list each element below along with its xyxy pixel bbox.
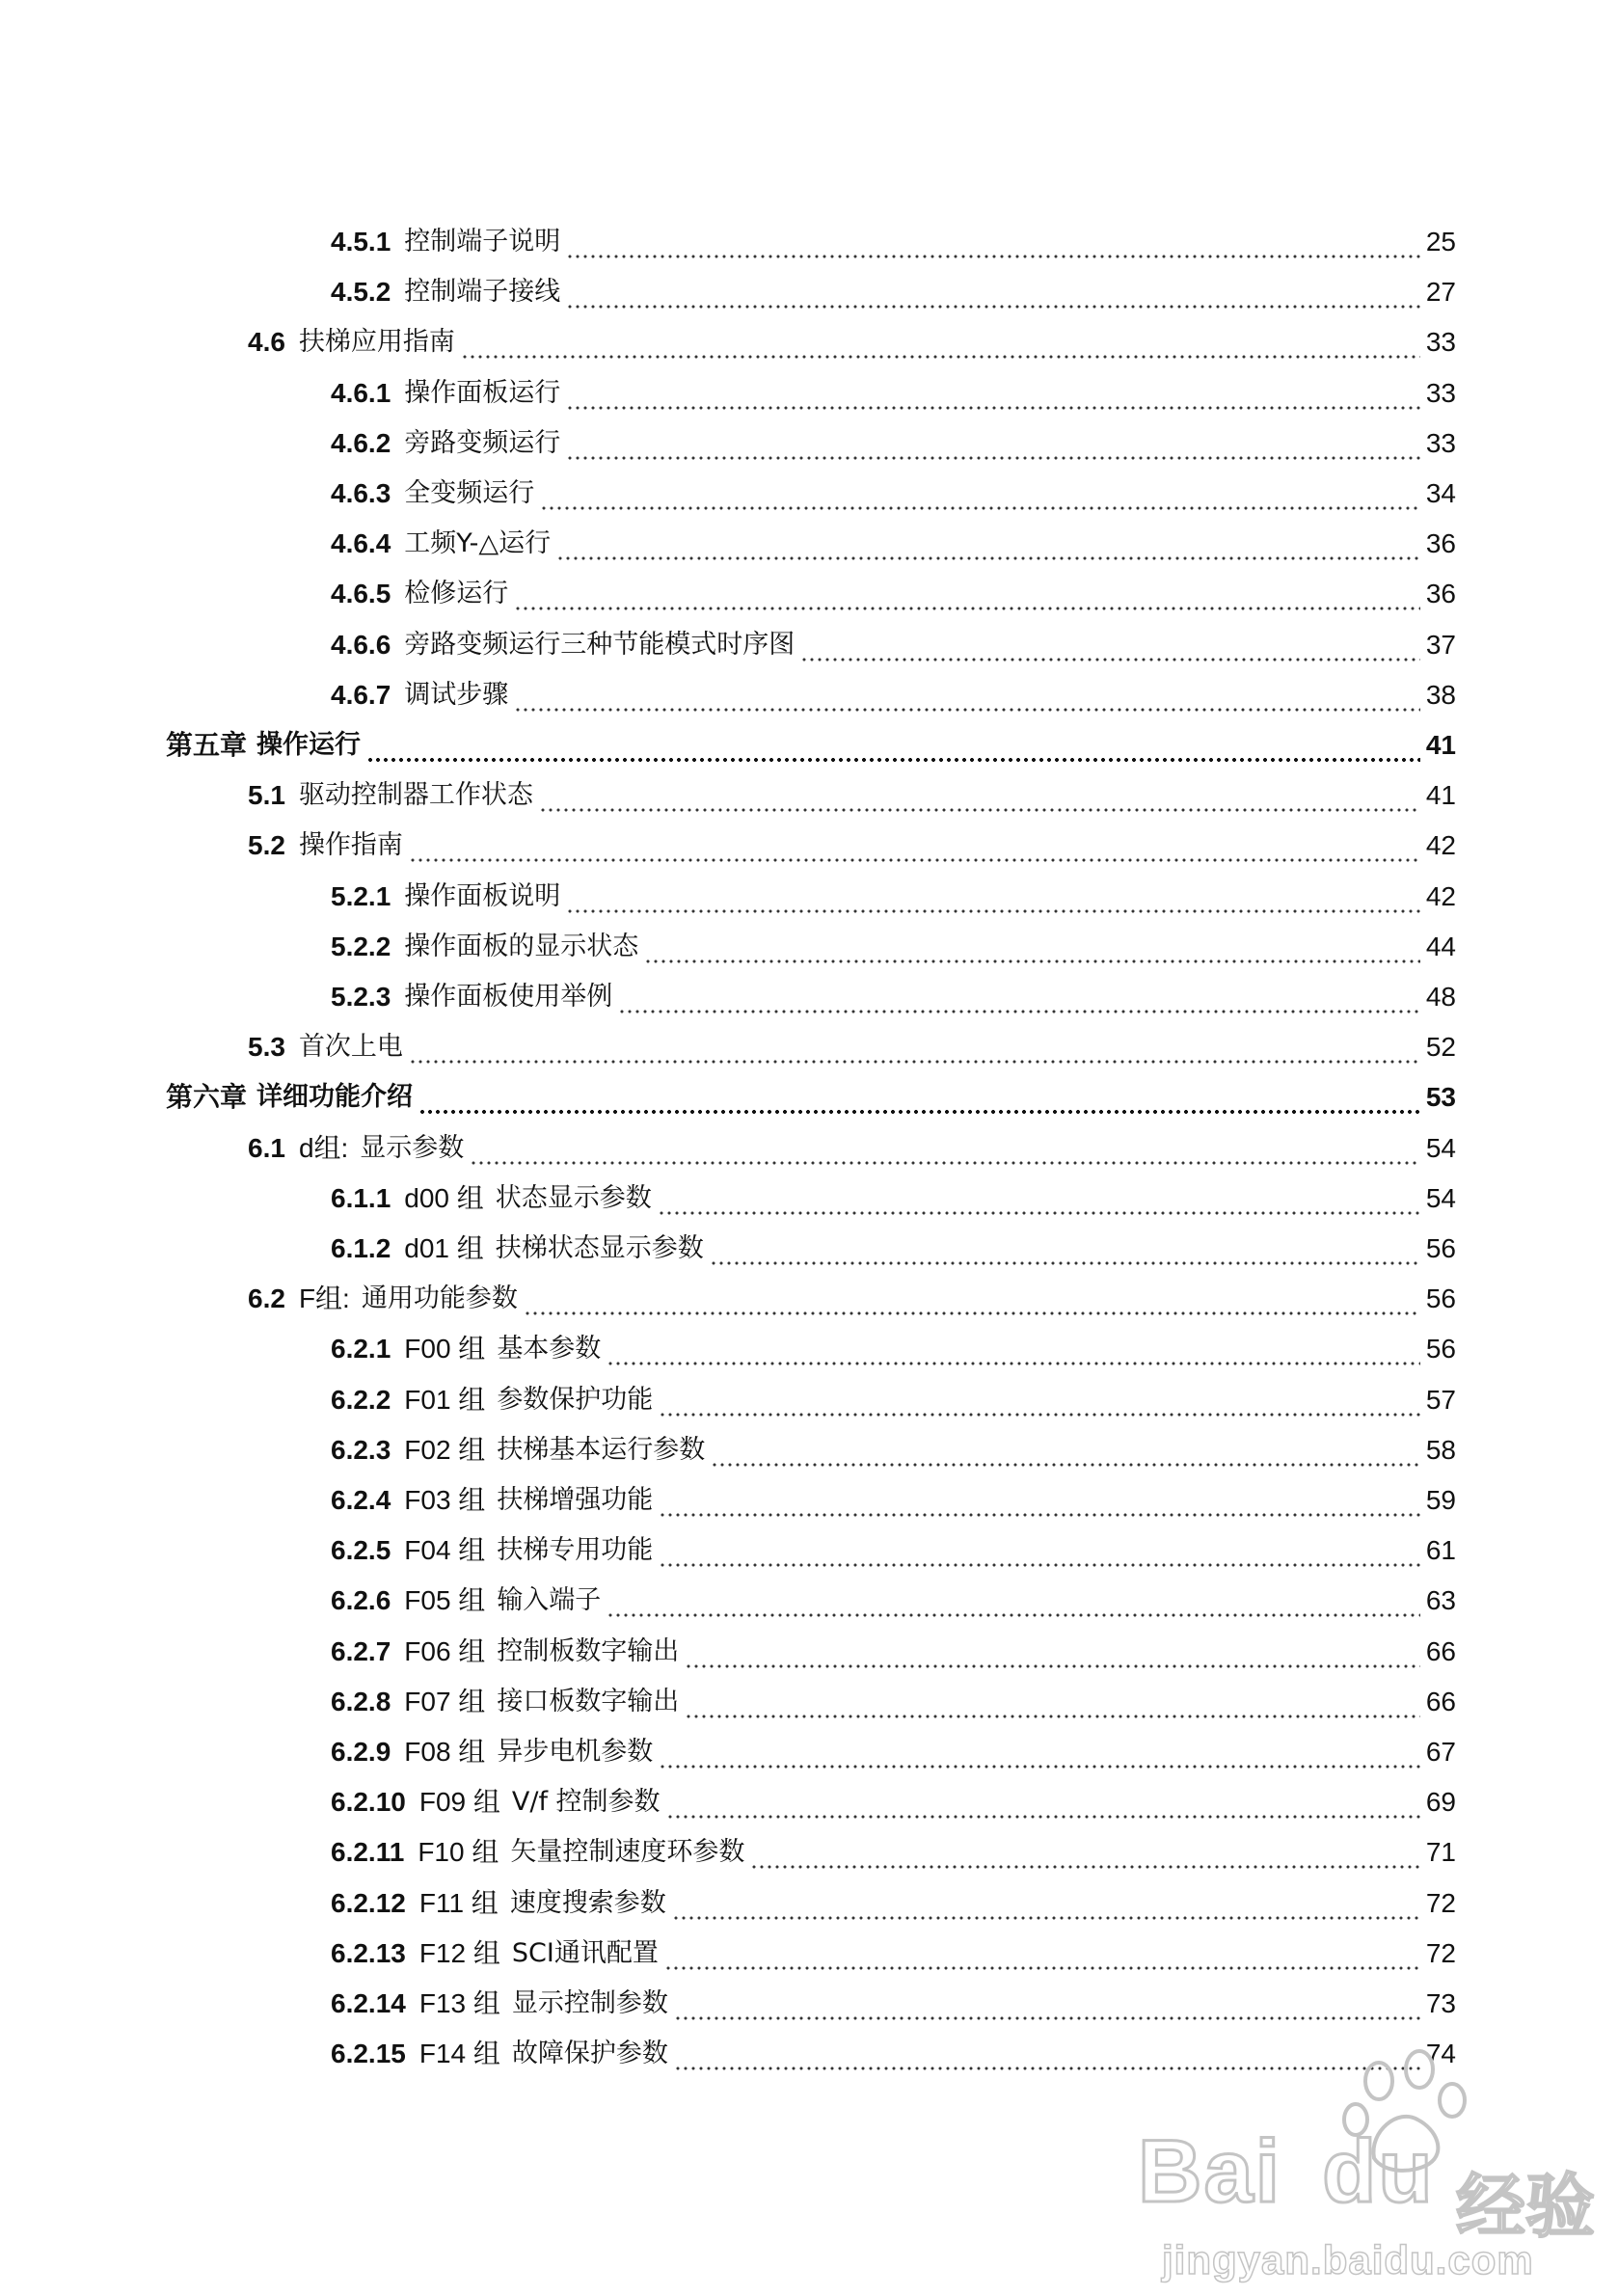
- toc-row: [0, 1727, 1618, 1777]
- toc-entry[interactable]: [331, 1777, 1456, 1827]
- toc-title: 输入端子: [497, 1585, 602, 1616]
- toc-title: 异步电机参数: [497, 1737, 654, 1767]
- toc-group-code: F06 组: [404, 1635, 486, 1666]
- toc-dot-leader: [366, 720, 1420, 770]
- toc-section-number: 4.5.1: [331, 227, 391, 257]
- toc-row: [0, 1979, 1618, 2029]
- toc-section-number: 6.2.2: [331, 1384, 391, 1415]
- toc-row: [0, 972, 1618, 1022]
- toc-entry[interactable]: [331, 1929, 1456, 1979]
- toc-page-number: 56: [1425, 1283, 1456, 1314]
- toc-page-number: 71: [1425, 1837, 1456, 1868]
- toc-section-number: 6.2.15: [331, 2039, 406, 2069]
- toc-group-code: F12 组: [418, 1937, 500, 1968]
- toc-row: [0, 267, 1618, 317]
- toc-page-number: 66: [1425, 1686, 1456, 1716]
- toc-group-code: F11 组: [418, 1887, 499, 1918]
- toc-row: [0, 1526, 1618, 1576]
- toc-entry[interactable]: [331, 1677, 1456, 1727]
- toc-row: [0, 368, 1618, 419]
- toc-entry[interactable]: [331, 368, 1456, 419]
- toc-group-code: F07 组: [404, 1686, 486, 1716]
- toc-dot-leader: [514, 670, 1420, 720]
- toc-dot-leader: [644, 922, 1420, 972]
- toc-section-number: 4.6.2: [331, 427, 391, 458]
- toc-entry[interactable]: [248, 1123, 1456, 1174]
- toc-page-number: 36: [1425, 528, 1456, 559]
- toc-row: [0, 1375, 1618, 1425]
- toc-entry[interactable]: [331, 1878, 1456, 1929]
- toc-row: [0, 922, 1618, 972]
- toc-entry[interactable]: [166, 720, 1456, 770]
- toc-row: [0, 821, 1618, 871]
- toc-title: 扶梯专用功能: [497, 1535, 654, 1566]
- toc-section-number: 6.2.12: [331, 1887, 406, 1918]
- toc-title: 首次上电: [298, 1032, 403, 1063]
- toc-title: 显示参数: [360, 1132, 465, 1163]
- toc-row: [0, 519, 1618, 569]
- toc-section-number: 第六章: [166, 1082, 248, 1113]
- toc-group-code: F09 组: [418, 1787, 500, 1818]
- toc-page-number: 52: [1425, 1032, 1456, 1063]
- toc-dot-leader: [566, 872, 1420, 922]
- baidu-jingyan-watermark: [1138, 2044, 1596, 2285]
- toc-entry[interactable]: [331, 1324, 1456, 1374]
- toc-page-number: 58: [1425, 1434, 1456, 1465]
- toc-row: [0, 872, 1618, 922]
- toc-title: 详细功能介绍: [256, 1082, 414, 1113]
- toc-entry[interactable]: [166, 1072, 1456, 1122]
- watermark-url: jingyan.baidu.com: [1162, 2237, 1534, 2282]
- toc-dot-leader: [539, 770, 1420, 821]
- toc-dot-leader: [607, 1324, 1420, 1374]
- toc-section-number: 5.2.2: [331, 931, 391, 961]
- toc-section-number: 4.6.1: [331, 377, 391, 408]
- toc-page-number: 54: [1425, 1132, 1456, 1163]
- toc-row: [0, 1929, 1618, 1979]
- toc-section-number: 4.6.5: [331, 579, 391, 609]
- toc-title: 接口板数字输出: [497, 1686, 680, 1716]
- toc-dot-leader: [750, 1827, 1420, 1877]
- toc-group-code: F03 组: [404, 1485, 486, 1515]
- toc-row: [0, 1878, 1618, 1929]
- toc-page-number: 33: [1425, 377, 1456, 408]
- toc-page-number: 74: [1425, 2039, 1456, 2069]
- toc-section-number: 4.6: [248, 327, 285, 358]
- toc-dot-leader: [711, 1425, 1420, 1475]
- toc-title: 基本参数: [497, 1334, 602, 1364]
- toc-entry[interactable]: [331, 267, 1456, 317]
- toc-page-number: 42: [1425, 880, 1456, 911]
- toc-section-number: 6.1: [248, 1132, 285, 1163]
- toc-page-number: 53: [1425, 1082, 1456, 1113]
- toc-row: [0, 1072, 1618, 1122]
- toc-page-number: 44: [1425, 931, 1456, 961]
- toc-dot-leader: [566, 217, 1420, 267]
- toc-title: 操作面板的显示状态: [404, 931, 639, 961]
- toc-section-number: 6.2.9: [331, 1737, 391, 1767]
- toc-dot-leader: [409, 821, 1420, 871]
- toc-title: 旁路变频运行: [404, 427, 561, 458]
- toc-page-number: 34: [1425, 478, 1456, 508]
- toc-row: [0, 620, 1618, 670]
- toc-section-number: 6.1.2: [331, 1233, 391, 1263]
- toc-title: 检修运行: [404, 579, 509, 609]
- toc-dot-leader: [658, 1174, 1420, 1224]
- toc-title: 控制端子接线: [404, 277, 561, 308]
- toc-title: V/f 控制参数: [511, 1787, 661, 1818]
- toc-entry[interactable]: [331, 1174, 1456, 1224]
- toc-dot-leader: [659, 1727, 1420, 1777]
- toc-group-code: d00 组: [404, 1182, 484, 1213]
- toc-dot-leader: [607, 1576, 1420, 1626]
- toc-section-number: 5.2: [248, 830, 285, 861]
- toc-section-number: 6.2.6: [331, 1585, 391, 1616]
- toc-entry[interactable]: [331, 1827, 1456, 1877]
- toc-entry[interactable]: [331, 1526, 1456, 1576]
- toc-group-code: F04 组: [404, 1535, 486, 1566]
- toc-group-code: F组:: [298, 1283, 350, 1314]
- toc-row: [0, 1475, 1618, 1526]
- toc-page-number: 48: [1425, 982, 1456, 1012]
- toc-section-number: 6.1.1: [331, 1182, 391, 1213]
- toc-row: [0, 1627, 1618, 1677]
- toc-entry[interactable]: [331, 1576, 1456, 1626]
- toc-title: 速度搜索参数: [509, 1887, 666, 1918]
- toc-section-number: 5.2.1: [331, 880, 391, 911]
- toc-entry[interactable]: [331, 1425, 1456, 1475]
- toc-dot-leader: [556, 519, 1420, 569]
- toc-title: 操作运行: [256, 730, 362, 760]
- toc-title: 状态显示参数: [495, 1182, 652, 1213]
- toc-entry[interactable]: [331, 1475, 1456, 1526]
- toc-section-number: 4.5.2: [331, 277, 391, 308]
- toc-page-number: 33: [1425, 327, 1456, 358]
- toc-entry[interactable]: [331, 620, 1456, 670]
- toc-section-number: 5.3: [248, 1032, 285, 1063]
- toc-page-number: 33: [1425, 427, 1456, 458]
- toc-page-number: 54: [1425, 1182, 1456, 1213]
- toc-group-code: d组:: [298, 1132, 349, 1163]
- toc-dot-leader: [685, 1627, 1420, 1677]
- toc-row: [0, 1827, 1618, 1877]
- toc-dot-leader: [418, 1072, 1420, 1122]
- toc-page-number: 66: [1425, 1635, 1456, 1666]
- toc-page-number: 67: [1425, 1737, 1456, 1767]
- toc-title: 旁路变频运行三种节能模式时序图: [404, 629, 796, 660]
- toc-section-number: 6.2.13: [331, 1937, 406, 1968]
- toc-title: 驱动控制器工作状态: [298, 780, 533, 811]
- toc-entry[interactable]: [331, 1627, 1456, 1677]
- toc-page-number: 41: [1425, 780, 1456, 811]
- toc-dot-leader: [470, 1123, 1420, 1174]
- toc-dot-leader: [566, 419, 1420, 469]
- toc-title: 操作指南: [298, 830, 403, 861]
- toc-page-number: 59: [1425, 1485, 1456, 1515]
- toc-dot-leader: [566, 368, 1420, 419]
- toc-entry[interactable]: [248, 1274, 1456, 1324]
- toc-dot-leader: [664, 1929, 1420, 1979]
- toc-section-number: 6.2.14: [331, 1988, 406, 2018]
- toc-row: [0, 419, 1618, 469]
- toc-title: 调试步骤: [404, 679, 509, 710]
- toc-page-number: 72: [1425, 1887, 1456, 1918]
- toc-title: 扶梯状态显示参数: [495, 1233, 704, 1263]
- toc-dot-leader: [659, 1375, 1420, 1425]
- toc-title: 操作面板运行: [404, 377, 561, 408]
- toc-section-number: 6.2.8: [331, 1686, 391, 1716]
- toc-page-number: 25: [1425, 227, 1456, 257]
- toc-title: 故障保护参数: [511, 2039, 668, 2069]
- toc-row: [0, 217, 1618, 267]
- toc-dot-leader: [685, 1677, 1420, 1727]
- toc-row: [0, 1224, 1618, 1274]
- toc-section-number: 6.2.1: [331, 1334, 391, 1364]
- toc-page-number: 36: [1425, 579, 1456, 609]
- toc-entry[interactable]: [331, 1979, 1456, 2029]
- toc-section-number: 5.2.3: [331, 982, 391, 1012]
- toc-dot-leader: [566, 267, 1420, 317]
- watermark-brand: Bai du: [1138, 2122, 1435, 2221]
- toc-title: 矢量控制速度环参数: [510, 1837, 745, 1868]
- toc-entry[interactable]: [331, 217, 1456, 267]
- toc-group-code: F02 组: [404, 1434, 486, 1465]
- toc-dot-leader: [409, 1022, 1420, 1072]
- toc-page-number: 56: [1425, 1233, 1456, 1263]
- toc-title: SCI通讯配置: [511, 1937, 659, 1968]
- toc-section-number: 5.1: [248, 780, 285, 811]
- toc-entry[interactable]: [331, 1375, 1456, 1425]
- toc-group-code: d01 组: [404, 1233, 484, 1263]
- toc-entry[interactable]: [331, 419, 1456, 469]
- toc-title: 工频Y-△运行: [404, 528, 552, 559]
- toc-group-code: F00 组: [404, 1334, 486, 1364]
- toc-row: [0, 317, 1618, 367]
- toc-row: [0, 1123, 1618, 1174]
- toc-title: 扶梯应用指南: [298, 327, 455, 358]
- toc-group-code: F14 组: [418, 2039, 500, 2069]
- toc-dot-leader: [514, 569, 1420, 619]
- toc-page-number: 63: [1425, 1585, 1456, 1616]
- toc-title: 扶梯增强功能: [497, 1485, 654, 1515]
- toc-row: [0, 1174, 1618, 1224]
- toc-row: [0, 670, 1618, 720]
- toc-row: [0, 1274, 1618, 1324]
- toc-entry[interactable]: [248, 317, 1456, 367]
- toc-group-code: F01 组: [404, 1384, 486, 1415]
- toc-dot-leader: [461, 317, 1420, 367]
- toc-section-number: 4.6.6: [331, 629, 391, 660]
- toc-entry[interactable]: [331, 1224, 1456, 1274]
- toc-entry[interactable]: [331, 469, 1456, 519]
- toc-entry[interactable]: [331, 922, 1456, 972]
- toc-page-number: 27: [1425, 277, 1456, 308]
- toc-section-number: 4.6.3: [331, 478, 391, 508]
- toc-page-number: 56: [1425, 1334, 1456, 1364]
- toc-page-number: 69: [1425, 1787, 1456, 1818]
- toc-dot-leader: [674, 1979, 1420, 2029]
- toc-entry[interactable]: [331, 670, 1456, 720]
- toc-title: 控制端子说明: [404, 227, 561, 257]
- toc-dot-leader: [672, 1878, 1420, 1929]
- toc-section-number: 6.2.3: [331, 1434, 391, 1465]
- toc-section-number: 4.6.4: [331, 528, 391, 559]
- toc-dot-leader: [524, 1274, 1420, 1324]
- watermark-cn-text: 经验: [1456, 2166, 1596, 2247]
- toc-row: [0, 469, 1618, 519]
- toc-dot-leader: [800, 620, 1420, 670]
- toc-title: 操作面板使用举例: [404, 982, 613, 1012]
- toc-row: [0, 1022, 1618, 1072]
- toc-title: 参数保护功能: [497, 1384, 654, 1415]
- toc-entry[interactable]: [331, 1727, 1456, 1777]
- toc-row: [0, 720, 1618, 770]
- toc-entry[interactable]: [331, 972, 1456, 1022]
- toc-title: 操作面板说明: [404, 880, 561, 911]
- toc-group-code: F13 组: [418, 1988, 500, 2018]
- toc-group-code: F08 组: [404, 1737, 486, 1767]
- toc-title: 全变频运行: [404, 478, 535, 508]
- toc-dot-leader: [618, 972, 1420, 1022]
- toc-page-number: 38: [1425, 679, 1456, 710]
- toc-entry[interactable]: [248, 770, 1456, 821]
- toc-group-code: F05 组: [404, 1585, 486, 1616]
- toc-dot-leader: [659, 1526, 1420, 1576]
- toc-page-number: 42: [1425, 830, 1456, 861]
- toc-section-number: 6.2.4: [331, 1485, 391, 1515]
- toc-title: 扶梯基本运行参数: [497, 1434, 706, 1465]
- toc-row: [0, 569, 1618, 619]
- toc-entry[interactable]: [331, 872, 1456, 922]
- toc-entry[interactable]: [331, 569, 1456, 619]
- toc-row: [0, 1425, 1618, 1475]
- toc-section-number: 6.2: [248, 1283, 285, 1314]
- toc-title: 显示控制参数: [511, 1988, 668, 2018]
- toc-title: 通用功能参数: [361, 1283, 518, 1314]
- toc-entry[interactable]: [248, 821, 1456, 871]
- toc-page-number: 37: [1425, 629, 1456, 660]
- toc-section-number: 6.2.5: [331, 1535, 391, 1566]
- toc-dot-leader: [666, 1777, 1420, 1827]
- toc-page-number: 72: [1425, 1937, 1456, 1968]
- toc-group-code: F10 组: [418, 1837, 499, 1868]
- toc-row: [0, 1324, 1618, 1374]
- toc-entry[interactable]: [248, 1022, 1456, 1072]
- toc-title: 控制板数字输出: [497, 1635, 680, 1666]
- toc-section-number: 6.2.7: [331, 1635, 391, 1666]
- toc-page-number: 61: [1425, 1535, 1456, 1566]
- toc-page-number: 57: [1425, 1384, 1456, 1415]
- toc-entry[interactable]: [331, 519, 1456, 569]
- toc-page-number: 41: [1425, 730, 1456, 760]
- toc-dot-leader: [710, 1224, 1420, 1274]
- toc-row: [0, 1777, 1618, 1827]
- toc-page-number: 73: [1425, 1988, 1456, 2018]
- toc-row: [0, 1576, 1618, 1626]
- toc-row: [0, 770, 1618, 821]
- toc-dot-leader: [659, 1475, 1420, 1526]
- toc-section-number: 4.6.7: [331, 679, 391, 710]
- toc-section-number: 6.2.10: [331, 1787, 406, 1818]
- toc-section-number: 6.2.11: [331, 1837, 405, 1868]
- toc-row: [0, 1677, 1618, 1727]
- toc-dot-leader: [540, 469, 1420, 519]
- toc-section-number: 第五章: [166, 730, 248, 760]
